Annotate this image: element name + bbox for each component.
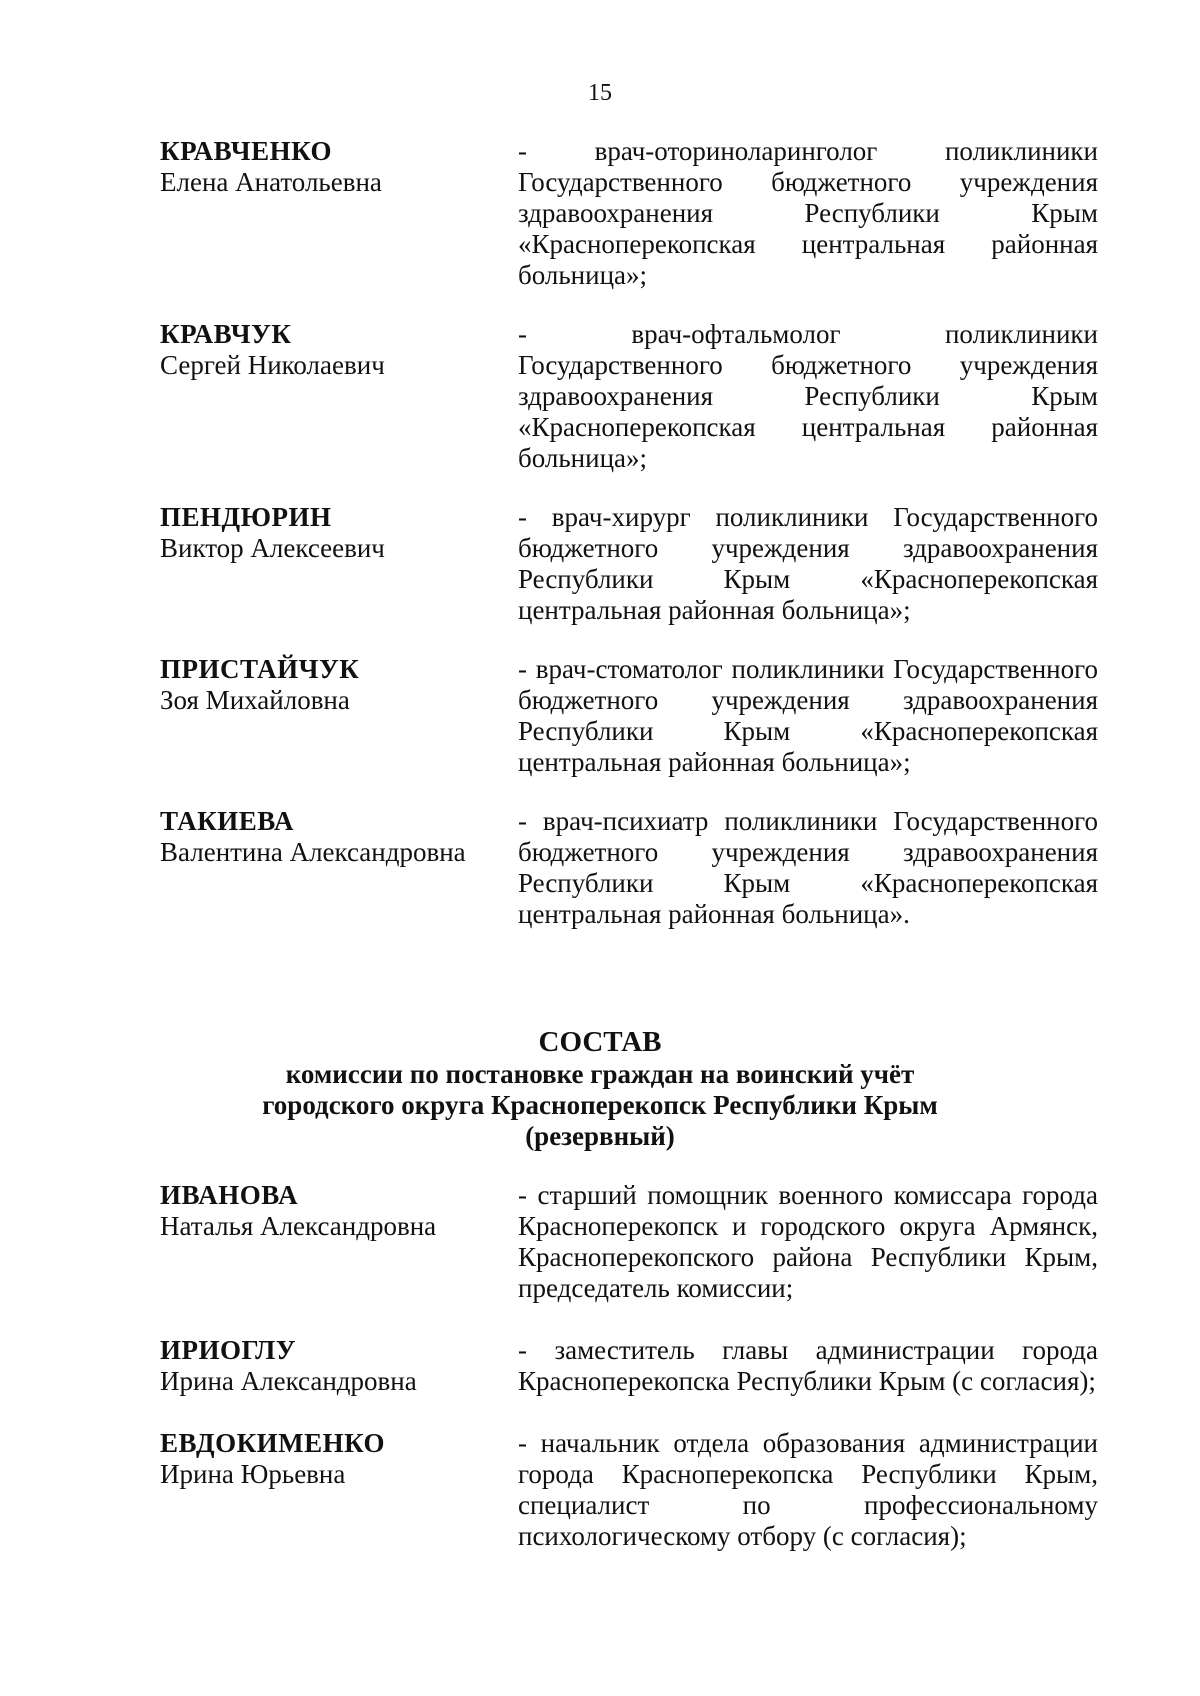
member-role: - заместитель главы администрации города Красноперекопска Республики Крым (с согласия); (518, 1335, 1098, 1396)
member-entry (160, 1335, 1098, 1397)
member-entry (160, 1180, 1098, 1304)
section-title: СОСТАВ (538, 1026, 662, 1058)
member-surname: КРАВЧУК (160, 319, 292, 349)
member-role: - врач-оториноларинголог поликлиники Государственного бюджетного учреждения здравоохранения Республики Крым «Красноперекопская центральная районная больница»; (518, 136, 1098, 290)
member-name (160, 1180, 518, 1242)
page-number: 15 (588, 80, 612, 106)
member-entry (160, 1428, 1098, 1552)
member-given-name: Елена Анатольевна (160, 167, 382, 197)
member-surname: ИВАНОВА (160, 1180, 299, 1210)
section-subtitle-line: городского округа Красноперекопск Республики Крым (262, 1090, 938, 1120)
member-name (160, 136, 518, 198)
member-given-name: Зоя Михайловна (160, 685, 350, 715)
member-surname: КРАВЧЕНКО (160, 136, 333, 166)
member-name (160, 319, 518, 381)
member-role: - начальник отдела образования администрации города Красноперекопска Республики Крым, специалист по профессиональному психологическому отбору (с согласия); (518, 1428, 1098, 1551)
member-given-name: Наталья Александровна (160, 1211, 437, 1241)
member-role: - врач-офтальмолог поликлиники Государственного бюджетного учреждения здравоохранения Республики Крым «Красноперекопская центральная районная больница»; (518, 319, 1098, 473)
member-list-reserve (160, 1180, 1098, 1583)
member-given-name: Ирина Юрьевна (160, 1459, 346, 1489)
member-role: - врач-хирург поликлиники Государственного бюджетного учреждения здравоохранения Республики Крым «Красноперекопская центральная районная больница»; (518, 502, 1098, 625)
member-given-name: Виктор Алексеевич (160, 533, 385, 563)
member-given-name: Сергей Николаевич (160, 350, 385, 380)
member-name (160, 1428, 518, 1490)
member-role: - врач-психиатр поликлиники Государственного бюджетного учреждения здравоохранения Республики Крым «Красноперекопская центральная районная больница». (518, 806, 1098, 929)
member-entry (160, 502, 1098, 626)
member-surname: ТАКИЕВА (160, 806, 295, 836)
member-entry (160, 806, 1098, 930)
member-name (160, 1335, 518, 1397)
member-role: - врач-стоматолог поликлиники Государственного бюджетного учреждения здравоохранения Республики Крым «Красноперекопская центральная районная больница»; (518, 654, 1098, 777)
member-name (160, 654, 518, 716)
member-list-main (160, 136, 1098, 958)
member-role: - старший помощник военного комиссара города Красноперекопск и городского округа Армянск, Красноперекопского района Республики Крым, председатель комиссии; (518, 1180, 1098, 1303)
section-subtitle-line: (резервный) (525, 1121, 675, 1151)
member-given-name: Валентина Александровна (160, 837, 466, 867)
member-entry (160, 319, 1098, 474)
member-name (160, 806, 518, 868)
member-given-name: Ирина Александровна (160, 1366, 417, 1396)
member-entry (160, 136, 1098, 291)
section-subtitle-line: комиссии по постановке граждан на воинский учёт (285, 1059, 915, 1089)
member-surname: ПРИСТАЙЧУК (160, 654, 360, 684)
member-entry (160, 654, 1098, 778)
member-surname: ИРИОГЛУ (160, 1335, 297, 1365)
member-surname: ПЕНДЮРИН (160, 502, 332, 532)
section-heading (0, 1025, 1200, 1152)
member-surname: ЕВДОКИМЕНКО (160, 1428, 386, 1458)
member-name (160, 502, 518, 564)
